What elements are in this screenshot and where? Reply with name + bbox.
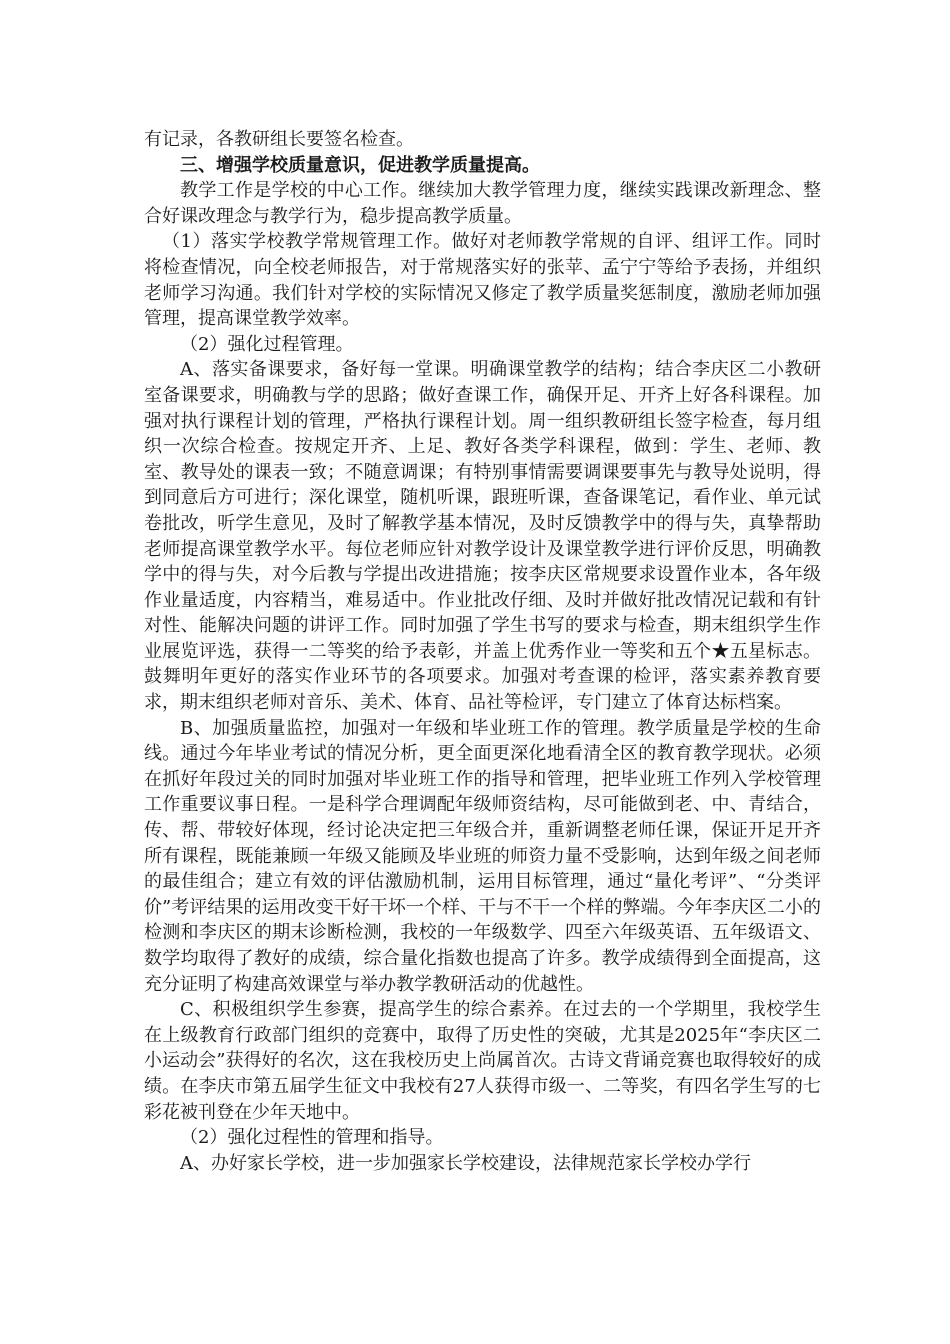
document-body	[144, 127, 821, 1176]
paragraph-item-b: B、加强质量监控，加强对一年级和毕业班工作的管理。教学质量是学校的生命线。通过今年毕业考试的情况分析，更全面更深化地看清全区的教育教学现状。必须在抓好年段过关的同时加强对毕业班工作的指导和管理，把毕业班工作列入学校管理工作重要议事日程。一是科学合理调配年级师资结构，尽可能做到老、中、青结合，传、帮、带较好体现，经讨论决定把三年级合并，重新调整老师任课，保证开足开齐所有课程，既能兼顾一年级又能顾及毕业班的师资力量不受影响，达到年级之间老师的最佳组合；建立有效的评估激励机制，运用目标管理，通过“量化考评”、“分类评价”考评结果的运用改变干好干坏一个样、干与不干一个样的弊端。今年李庆区二小的检测和李庆区的期末诊断检测，我校的一年级数学、四至六年级英语、五年级语文、数学均取得了教好的成绩，综合量化指数也提高了许多。教学成绩得到全面提高，这充分证明了构建高效课堂与举办教学教研活动的优越性。	[144, 717, 821, 995]
section-heading: 三、增强学校质量意识，促进教学质量提高。	[180, 154, 540, 176]
paragraph-intro: 教学工作是学校的中心工作。继续加大教学管理力度，继续实践课改新理念、整合好课改理念与教学行为，稳步提高教学质量。	[144, 180, 821, 227]
paragraph-continuation: 有记录，各教研组长要签名检查。	[144, 129, 414, 150]
paragraph-item-c: C、积极组织学生参赛，提高学生的综合素养。在过去的一个学期里，我校学生在上级教育行政部门组织的竞赛中，取得了历史性的突破，尤其是2025年“李庆区二小运动会”获得好的名次，这在我校历史上尚属首次。古诗文背诵竞赛也取得较好的成绩。在李庆市第五届学生征文中我校有27人获得市级一、二等奖，有四名学生写的七彩花被刊登在少年天地中。	[144, 999, 821, 1123]
paragraph-item-2b-heading: （2）强化过程性的管理和指导。	[180, 1127, 444, 1149]
paragraph-item-a-parent-school: A、办好家长学校，进一步加强家长学校建设，法律规范家长学校办学行	[180, 1152, 751, 1174]
paragraph-item-1: （1）落实学校教学常规管理工作。做好对老师教学常规的自评、组评工作。同时将检查情况，向全校老师报告，对于常规落实好的张苹、孟宁宁等给予表扬，并组织老师学习沟通。我们针对学校的实际情况又修定了教学质量奖惩制度，激励老师加强管理，提高课堂教学效率。	[144, 231, 821, 330]
paragraph-item-2-heading: （2）强化过程管理。	[180, 333, 354, 355]
paragraph-item-a: A、落实备课要求，备好每一堂课。明确课堂教学的结构；结合李庆区二小教研室备课要求，明确教与学的思路；做好查课工作，确保开足、开齐上好各科课程。加强对执行课程计划的管理，严格执行课程计划。周一组织教研组长签字检查，每月组织一次综合检查。按规定开齐、上足、教好各类学科课程，做到：学生、老师、教室、教导处的课表一致；不随意调课；有特别事情需要调课要事先与教导处说明，得到同意后方可进行；深化课堂，随机听课，跟班听课，查备课笔记，看作业、单元试卷批改，听学生意见，及时了解教学基本情况，及时反馈教学中的得与失，真挚帮助老师提高课堂教学水平。每位老师应针对教学设计及课堂教学进行评价反思，明确教学中的得与失，对今后教与学提出改进措施；按李庆区常规要求设置作业本，各年级作业量适度，内容精当，难易适中。作业批改仔细、及时并做好批改情况记载和有针对性、能解决问题的讲评工作。同时加强了学生书写的要求与检查，期末组织学生作业展览评选，获得一二等奖的给予表彰，并盖上优秀作业一等奖和五个★五星标志。鼓舞明年更好的落实作业环节的各项要求。加强对考查课的检评，落实素养教育要求，期末组织老师对音乐、美术、体育、品社等检评，专门建立了体育达标档案。	[144, 359, 821, 714]
